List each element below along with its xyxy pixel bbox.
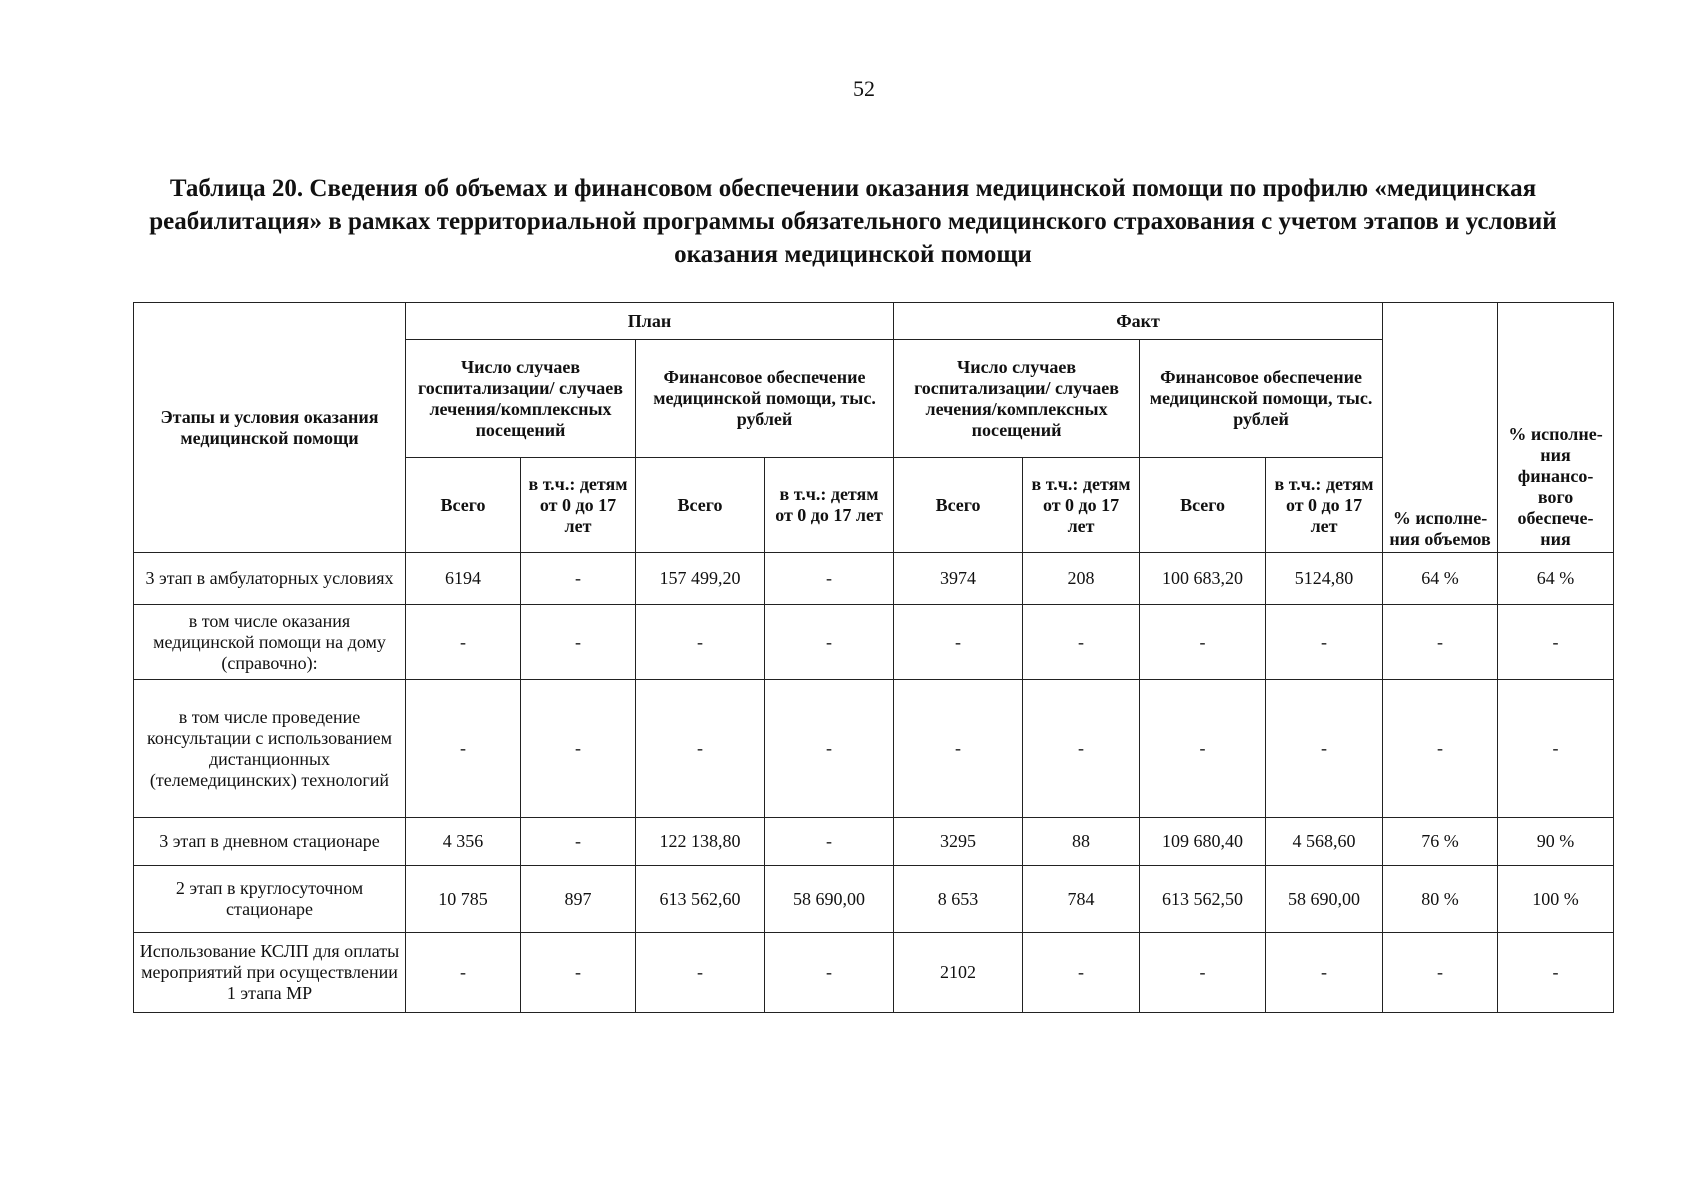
cell-plan-cases-total: 6194 — [406, 553, 521, 605]
cell-volume-pct: 76 % — [1383, 818, 1498, 866]
table-row — [134, 605, 1614, 680]
table-row — [134, 818, 1614, 866]
cell-plan-fin-total: - — [636, 605, 765, 680]
cell-fact-cases-children: - — [1023, 680, 1140, 818]
table-title: Таблица 20. Сведения об объемах и финансовом обеспечении оказания медицинской помощи по профилю «медицинская реабилитация» в рамках территориальной программы обязательного медицинского страхования с учетом этапов и условий оказания медицинской помощи — [149, 175, 1557, 268]
cell-plan-fin-total: - — [636, 680, 765, 818]
cell-fact-fin-total: - — [1140, 680, 1266, 818]
plan-cases-header: Число случаев госпитализации/ случаев лечения/комплексных посещений — [406, 340, 636, 458]
plan-header: План — [406, 303, 894, 340]
fact-fin-total-header: Всего — [1140, 458, 1266, 553]
cell-fact-cases-total: 3974 — [894, 553, 1023, 605]
cell-fact-cases-children: 784 — [1023, 866, 1140, 933]
fact-fin-children-header: в т.ч.: детям от 0 до 17 лет — [1266, 458, 1383, 553]
cell-fact-cases-total: 3295 — [894, 818, 1023, 866]
cell-plan-cases-total: - — [406, 605, 521, 680]
cell-plan-cases-children: - — [521, 553, 636, 605]
cell-plan-cases-total: 10 785 — [406, 866, 521, 933]
plan-finance-header: Финансовое обеспечение медицинской помощи, тыс. рублей — [636, 340, 894, 458]
cell-volume-pct: 64 % — [1383, 553, 1498, 605]
fact-cases-header: Число случаев госпитализации/ случаев лечения/комплексных посещений — [894, 340, 1140, 458]
cell-stage: 3 этап в дневном стационаре — [134, 818, 406, 866]
cell-finance-pct: 64 % — [1498, 553, 1614, 605]
cell-plan-cases-total: - — [406, 680, 521, 818]
cell-fact-fin-children: 5124,80 — [1266, 553, 1383, 605]
cell-plan-cases-total: 4 356 — [406, 818, 521, 866]
cell-fact-cases-children: - — [1023, 605, 1140, 680]
plan-fin-total-header: Всего — [636, 458, 765, 553]
cell-plan-fin-total: - — [636, 933, 765, 1013]
cell-plan-fin-children: - — [765, 933, 894, 1013]
cell-volume-pct: - — [1383, 605, 1498, 680]
cell-stage: в том числе оказания медицинской помощи на дому (справочно): — [134, 605, 406, 680]
fact-header: Факт — [894, 303, 1383, 340]
finance-pct-header: % исполне-ния финансо-вого обеспече-ния — [1498, 303, 1614, 553]
cell-volume-pct: 80 % — [1383, 866, 1498, 933]
cell-fact-fin-total: - — [1140, 933, 1266, 1013]
plan-cases-total-header: Всего — [406, 458, 521, 553]
cell-fact-cases-children: - — [1023, 933, 1140, 1013]
cell-plan-fin-children: - — [765, 605, 894, 680]
cell-stage: в том числе проведение консультации с использованием дистанционных (телемедицинских) технологий — [134, 680, 406, 818]
cell-fact-cases-total: 2102 — [894, 933, 1023, 1013]
stage-header: Этапы и условия оказания медицинской помощи — [134, 303, 406, 553]
volume-pct-header: % исполне-ния объемов — [1383, 303, 1498, 553]
cell-finance-pct: - — [1498, 680, 1614, 818]
cell-plan-cases-children: - — [521, 933, 636, 1013]
cell-finance-pct: - — [1498, 605, 1614, 680]
cell-plan-cases-children: - — [521, 680, 636, 818]
cell-stage: 2 этап в круглосуточном стационаре — [134, 866, 406, 933]
cell-plan-fin-children: 58 690,00 — [765, 866, 894, 933]
table-row — [134, 553, 1614, 605]
cell-plan-cases-total: - — [406, 933, 521, 1013]
rehabilitation-table — [133, 302, 1614, 1013]
plan-fin-children-header: в т.ч.: детям от 0 до 17 лет — [765, 458, 894, 553]
fact-finance-header: Финансовое обеспечение медицинской помощи, тыс. рублей — [1140, 340, 1383, 458]
cell-fact-fin-total: 613 562,50 — [1140, 866, 1266, 933]
cell-fact-fin-total: 100 683,20 — [1140, 553, 1266, 605]
cell-plan-fin-children: - — [765, 818, 894, 866]
cell-plan-cases-children: - — [521, 818, 636, 866]
cell-fact-fin-children: - — [1266, 680, 1383, 818]
cell-plan-fin-children: - — [765, 553, 894, 605]
cell-fact-fin-children: - — [1266, 933, 1383, 1013]
cell-fact-fin-children: 58 690,00 — [1266, 866, 1383, 933]
cell-fact-cases-children: 88 — [1023, 818, 1140, 866]
cell-plan-fin-total: 157 499,20 — [636, 553, 765, 605]
fact-cases-total-header: Всего — [894, 458, 1023, 553]
table-row — [134, 933, 1614, 1013]
cell-stage: Использование КСЛП для оплаты мероприятий при осуществлении 1 этапа МР — [134, 933, 406, 1013]
page-number: 52 — [853, 76, 875, 101]
plan-cases-children-header: в т.ч.: детям от 0 до 17 лет — [521, 458, 636, 553]
cell-fact-fin-children: - — [1266, 605, 1383, 680]
cell-plan-fin-total: 122 138,80 — [636, 818, 765, 866]
cell-fact-fin-total: - — [1140, 605, 1266, 680]
cell-fact-fin-total: 109 680,40 — [1140, 818, 1266, 866]
cell-finance-pct: 100 % — [1498, 866, 1614, 933]
cell-plan-cases-children: 897 — [521, 866, 636, 933]
cell-plan-fin-total: 613 562,60 — [636, 866, 765, 933]
cell-fact-cases-children: 208 — [1023, 553, 1140, 605]
cell-volume-pct: - — [1383, 933, 1498, 1013]
cell-finance-pct: - — [1498, 933, 1614, 1013]
cell-stage: 3 этап в амбулаторных условиях — [134, 553, 406, 605]
fact-cases-children-header: в т.ч.: детям от 0 до 17 лет — [1023, 458, 1140, 553]
table-row — [134, 680, 1614, 818]
cell-volume-pct: - — [1383, 680, 1498, 818]
cell-fact-cases-total: - — [894, 605, 1023, 680]
cell-finance-pct: 90 % — [1498, 818, 1614, 866]
cell-plan-fin-children: - — [765, 680, 894, 818]
cell-plan-cases-children: - — [521, 605, 636, 680]
table-row — [134, 866, 1614, 933]
cell-fact-fin-children: 4 568,60 — [1266, 818, 1383, 866]
cell-fact-cases-total: 8 653 — [894, 866, 1023, 933]
table-body — [134, 553, 1614, 1013]
cell-fact-cases-total: - — [894, 680, 1023, 818]
